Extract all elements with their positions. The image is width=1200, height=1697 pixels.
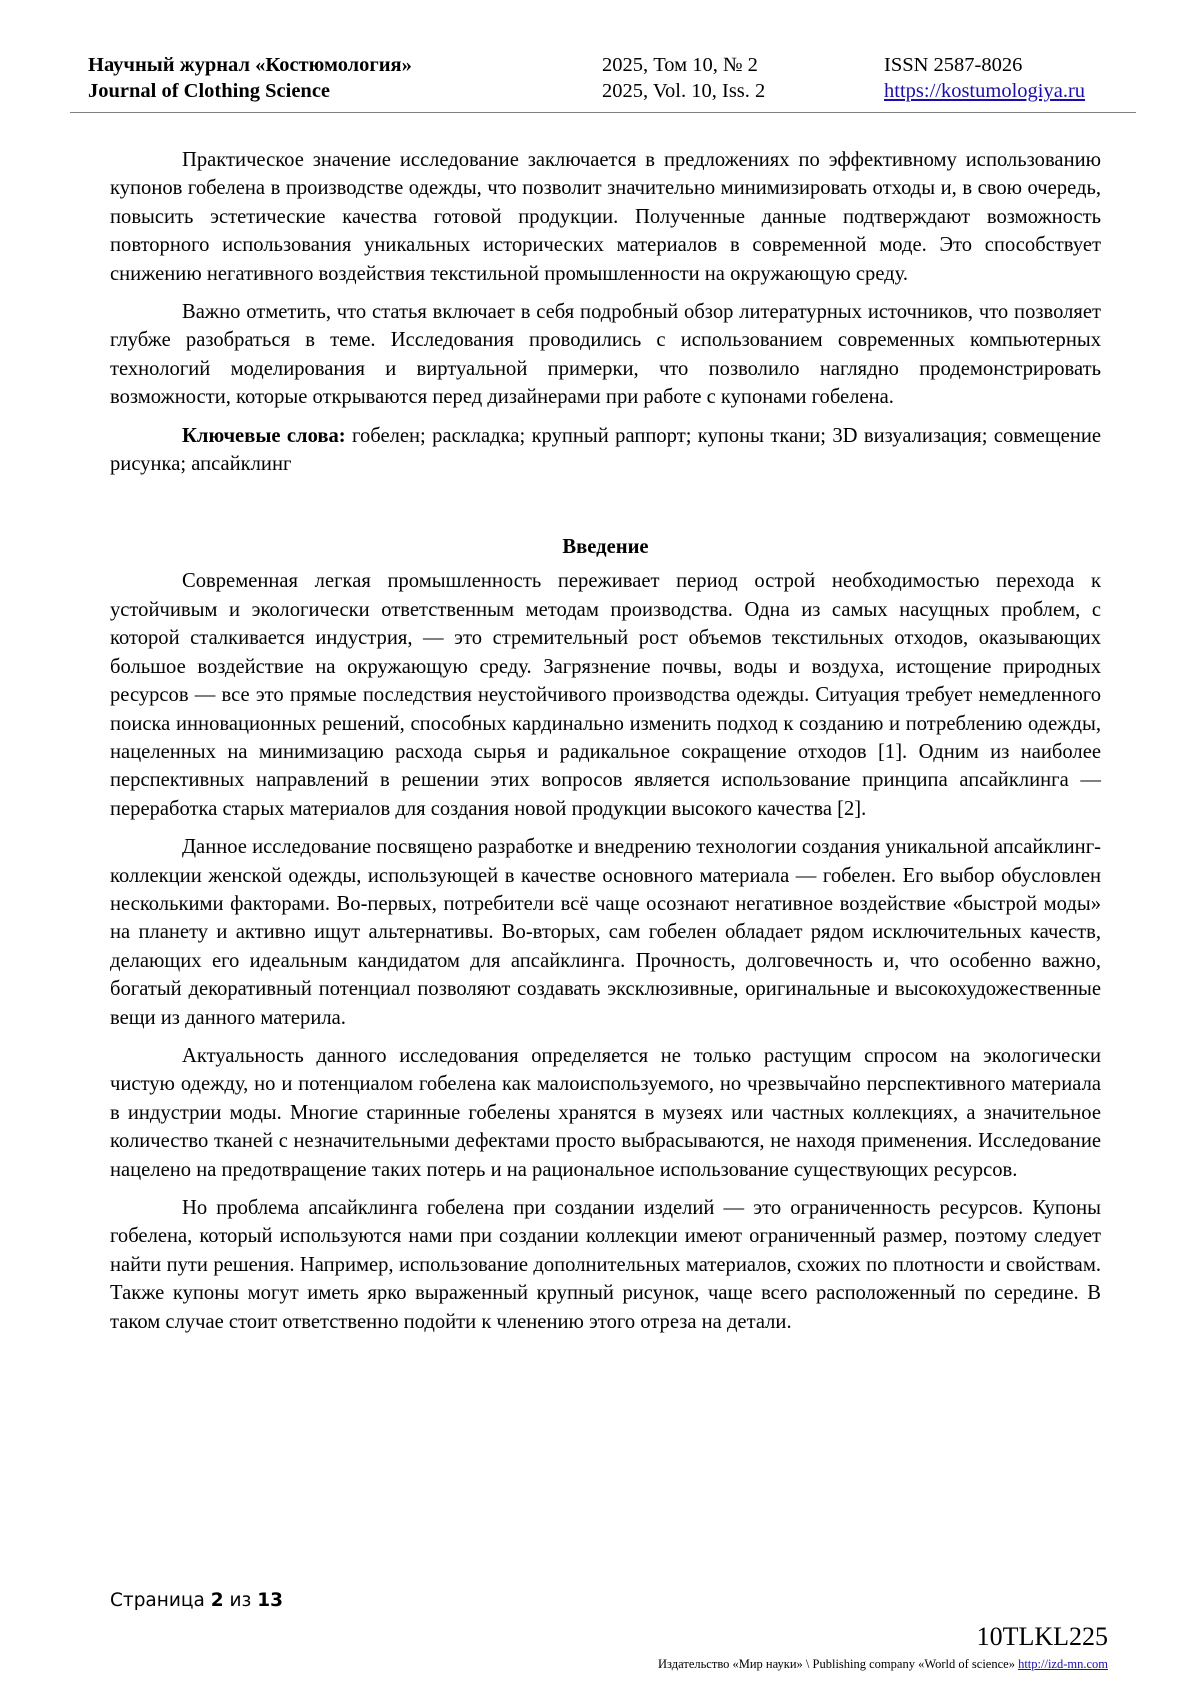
page-separator: из — [223, 1590, 258, 1611]
keywords-list: гобелен; раскладка; крупный раппорт; купоны ткани; 3D визуализация; совмещение рисунка; апсайклинг — [110, 424, 1101, 476]
journal-name-ru: Научный журнал «Костюмология» — [88, 54, 412, 76]
page-current: 2 — [210, 1590, 224, 1611]
journal-title-block — [88, 52, 412, 104]
intro-paragraph-1: Современная легкая промышленность переживает период острой необходимостью перехода к устойчивым и экологически ответственным методам производства. Одна из самых насущных проблем, с которой сталкивается индустрия, — это стремительный рост объемов текстильных отходов, оказывающих большое воздействие на окружающую среду. Загрязнение почвы, воды и воздуха, истощение природных ресурсов — все это прямые последствия неустойчивого производства одежды. Ситуация требует немедленного поиска инновационных решений, способных кардинально изменить подход к созданию и потреблению одежды, нацеленных на минимизацию расхода сырья и радикальное сокращение отходов [1]. Одним из наиболее перспективных направлений в решении этих вопросов является использование принципа апсайклинга — переработка старых материалов для создания новой продукции высокого качества [2]. — [110, 570, 1101, 820]
page-content — [110, 146, 1101, 1346]
intro-paragraph-3: Актуальность данного исследования определяется не только растущим спросом на экологически чистую одежду, но и потенциалом гобелена как малоиспользуемого, но чрезвычайно перспективного материала в индустрии моды. Многие старинные гобелены хранятся в музеях или частных коллекциях, а значительное количество тканей с незначительными дефектами просто выбрасываются, не находя применения. Исследование нацелено на предотвращение таких потерь и на рациональное использование существующих ресурсов. — [110, 1044, 1101, 1181]
issue-block — [602, 52, 765, 104]
intro-paragraph-4: Но проблема апсайклинга гобелена при создании изделий — это ограниченность ресурсов. Купоны гобелена, который используются нами при создании коллекции имеют ограниченный размер, поэтому следует найти пути решения. Например, использование дополнительных материалов, схожих по плотности и свойствам. Также купоны могут иметь ярко выраженный крупный рисунок, чаще всего расположенный по середине. В таком случае стоит ответственно подойти к членению этого отреза на детали. — [110, 1197, 1101, 1333]
publisher-line — [658, 1657, 1108, 1672]
issue-en: 2025, Vol. 10, Iss. 2 — [602, 80, 766, 102]
abstract-paragraph-2: Важно отметить, что статья включает в себя подробный обзор литературных источников, что позволяет глубже разобраться в теме. Исследования проводились с использованием современных компьютерных технологий моделирования и виртуальной примерки, что позволило наглядно продемонстрировать возможности, которые открываются перед дизайнерами при работе с купонами гобелена. — [110, 301, 1101, 409]
keywords — [110, 422, 1101, 479]
intro-paragraph-2: Данное исследование посвящено разработке и внедрению технологии создания уникальной апсайклинг-коллекции женской одежды, использующей в качестве основного материала — гобелен. Его выбор обусловлен несколькими факторами. Во-первых, потребители всё чаще осознают негативное воздействие «быстрой моды» на планету и активно ищут альтернативы. Во-вторых, сам гобелен обладает рядом исключительных качеств, делающих его идеальным кандидатом для апсайклинга. Прочность, долговечность и, что особенно важно, богатый декоративный потенциал позволяют создавать эксклюзивные, оригинальные и высокохудожественные вещи из данного материла. — [110, 836, 1101, 1029]
journal-url-link[interactable]: https://kostumologiya.ru — [884, 80, 1086, 102]
article-code: 10TLKL225 — [976, 1622, 1108, 1651]
journal-header — [88, 52, 1121, 112]
issn: ISSN 2587-8026 — [884, 54, 1023, 76]
header-divider — [70, 112, 1136, 113]
issn-block — [884, 52, 1085, 104]
keywords-label: Ключевые слова: — [182, 424, 346, 447]
issue-ru: 2025, Том 10, № 2 — [602, 54, 758, 76]
publisher-text: Издательство «Мир науки» \ Publishing company «World of science» — [658, 1657, 1019, 1671]
abstract-paragraph-1: Практическое значение исследование заключается в предложениях по эффективному использованию купонов гобелена в производстве одежды, что позволит значительно минимизировать отходы и, в свою очередь, повысить эстетические качества готовой продукции. Полученные данные подтверждают возможность повторного использования уникальных исторических материалов в современной моде. Это способствует снижению негативного воздействия текстильной промышленности на окружающую среду. — [110, 149, 1101, 285]
page-number — [110, 1590, 283, 1611]
section-title-introduction: Введение — [562, 536, 649, 559]
publisher-link[interactable]: http://izd-mn.com — [1018, 1657, 1108, 1671]
journal-name-en: Journal of Clothing Science — [88, 80, 331, 102]
page-prefix: Страница — [110, 1590, 211, 1611]
page-total: 13 — [257, 1590, 283, 1611]
